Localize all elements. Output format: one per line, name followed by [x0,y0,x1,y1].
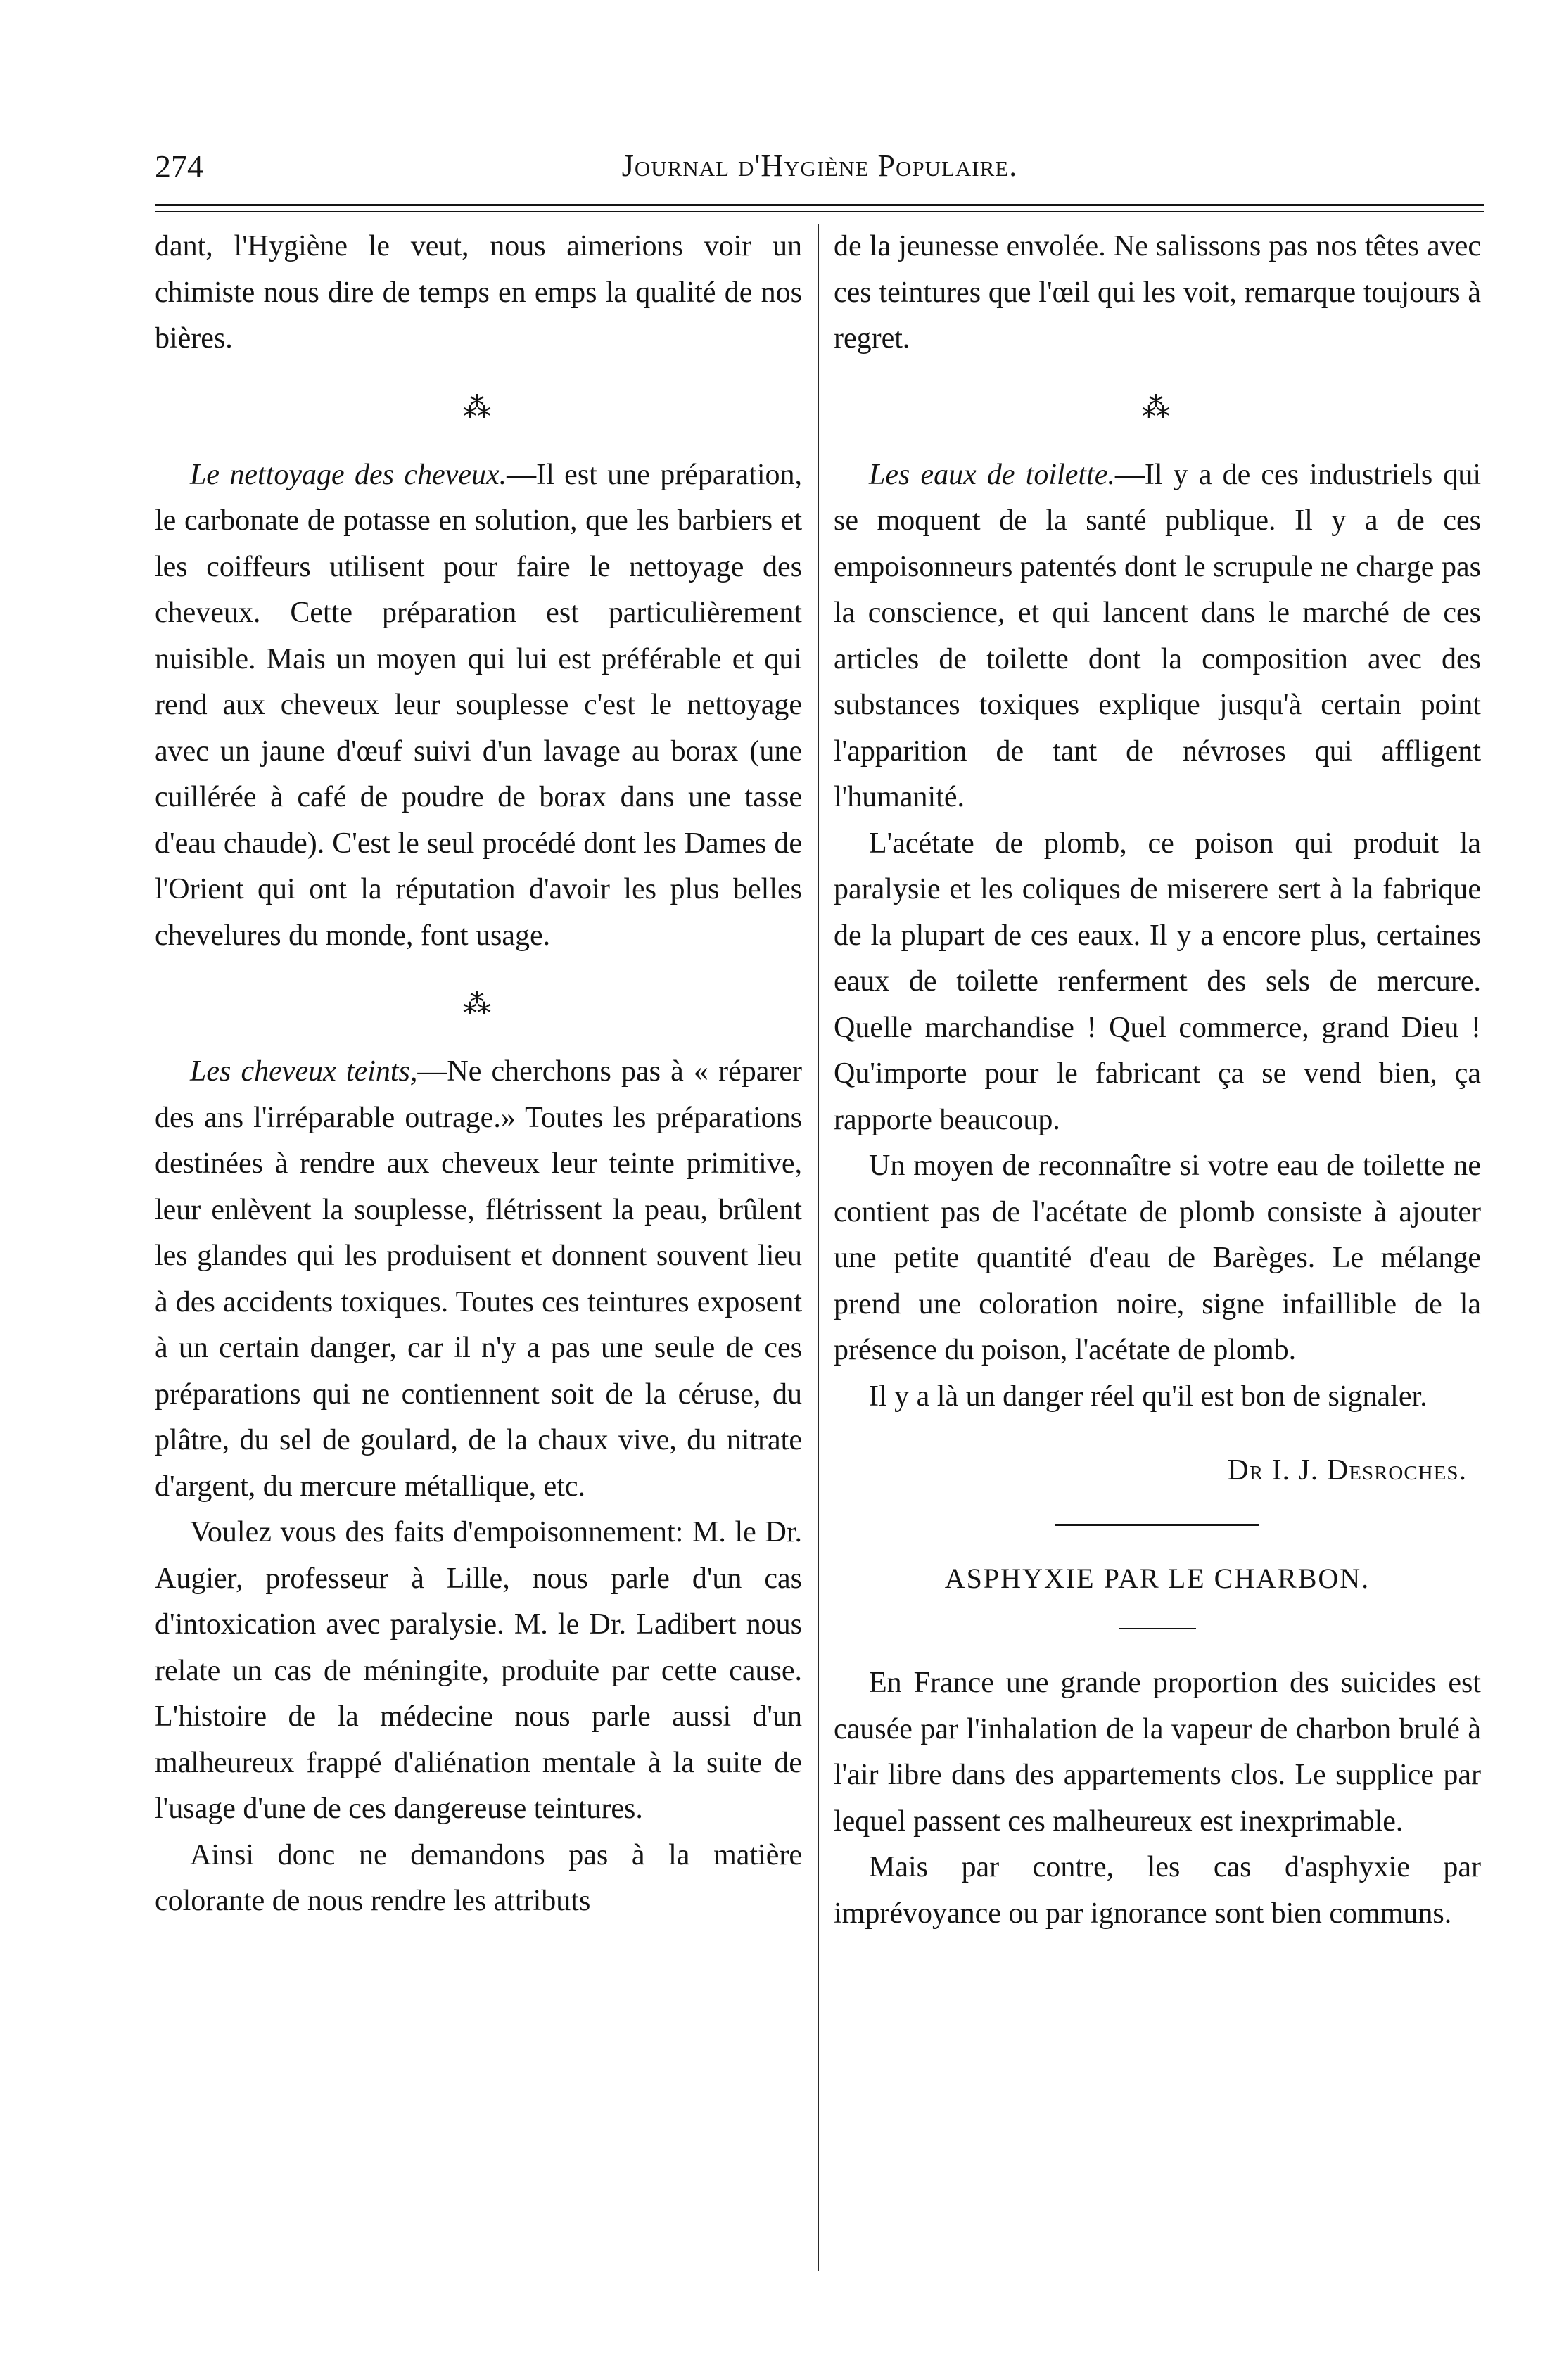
page-number: 274 [155,148,203,184]
left-paragraph-5: Ainsi donc ne demandons pas à la matière colorante de nous rendre les attributs [155,1838,802,1917]
left-paragraph-1: dant, l'Hygiène le veut, nous aimerions voir un chimiste nous dire de temps en emps la qualité de nos bières. [155,230,802,355]
asterism-divider: ⁂ [463,391,494,424]
section-rule-short [1119,1628,1196,1629]
left-column [155,224,802,1925]
right-paragraph-4: Un moyen de reconnaître si votre eau de toilette ne contient pas de l'acétate de plomb consiste à ajouter une petite quantité d'eau de Barèges. Le mélange prend une coloration noire, signe infaillible de la présence du poison, l'acétate de plomb. [834,1150,1481,1366]
header-rule-thin [155,211,1484,212]
right-paragraph-7: Mais par contre, les cas d'asphyxie par imprévoyance ou par ignorance sont bien communs. [834,1851,1481,1930]
right-paragraph-3: L'acétate de plomb, ce poison qui produit la paralysie et les coliques de miserere sert à la fabrique de la plupart de ces eaux. Il y a encore plus, certaines eaux de toilette renferment des sels de mercure. Quelle marchandise ! Quel commerce, grand Dieu ! Qu'importe pour le fabricant ça se vend bien, ça rapporte beaucoup. [834,827,1481,1136]
running-title: Journal d'Hygiène Populaire. [621,148,1018,183]
left-paragraph-3 [155,1049,802,1510]
section-title: ASPHYXIE PAR LE CHARBON. [944,1562,1371,1594]
header-rule [155,204,1484,206]
asterism-divider: ⁂ [1142,391,1173,424]
asterism-divider: ⁂ [463,988,494,1020]
author-signature: Dr I. J. Desroches. [1227,1454,1467,1487]
section-lead-eaux-toilette: Les eaux de toilette. [869,458,1115,491]
left-paragraph-2-text: —Il est une préparation, le carbonate de potasse en solution, que les barbiers et les coiffeurs utilisent pour faire le nettoyage des cheveux. Cette préparation est particulièrement nuisible. Mais un moyen qui lui est préférable et qui rend aux cheveux leur souplesse c'est le nettoyage avec un jaune d'œuf suivi d'un lavage au borax (une cuillérée à café de poudre de borax dans une tasse d'eau chaude). C'est le seul procédé dont les Dames de l'Orient qui ont la réputation d'avoir les plus belles chevelures du monde, font usage. [155,458,802,952]
right-column [834,224,1481,1937]
section-lead-nettoyage: Le nettoyage des cheveux. [190,458,507,491]
left-paragraph-4: Voulez vous des faits d'empoisonnement: M. le Dr. Augier, professeur à Lille, nous parle d'un cas d'intoxication avec paralysie. M. le Dr. Ladibert nous relate un cas de méningite, produite par cette cause. L'histoire de la médecine nous parle aussi d'un malheureux frappé d'aliénation mentale à la suite de l'usage d'une de ces dangereuse teintures. [155,1516,802,1825]
right-paragraph-2 [834,452,1481,821]
section-lead-cheveux-teints: Les cheveux teints, [190,1055,418,1088]
left-paragraph-2 [155,452,802,960]
column-divider [818,224,819,2271]
right-paragraph-1: de la jeunesse envolée. Ne salissons pas nos têtes avec ces teintures que l'œil qui les voit, remarque toujours à regret. [834,230,1481,355]
right-paragraph-6: En France une grande proportion des suicides est causée par l'inhalation de la vapeur de charbon brulé à l'air libre dans des appartements clos. Le supplice par lequel passent ces malheureux est inexprimable. [834,1667,1481,1838]
right-paragraph-5: Il y a là un danger réel qu'il est bon de signaler. [869,1380,1428,1413]
page-header [155,148,1484,197]
section-rule [1055,1524,1259,1526]
right-paragraph-2-text: —Il y a de ces industriels qui se moquent de la santé publique. Il y a de ces empoisonneurs patentés dont le scrupule ne charge pas la conscience, et qui lancent dans le marché de ces articles de toilette dont la composition avec des substances toxiques explique jusqu'à certain point l'apparition de tant de névroses qui affligent l'humanité. [834,458,1481,813]
left-paragraph-3-text: —Ne cherchons pas à « réparer des ans l'irréparable outrage.» Toutes les préparations destinées à rendre aux cheveux leur teinte primitive, leur enlèvent la souplesse, flétrissent la peau, brûlent les glandes qui les produisent et donnent souvent lieu à des accidents toxiques. Toutes ces teintures exposent à un certain danger, car il n'y a pas une seule de ces préparations qui ne contiennent soit de la céruse, du plâtre, du sel de goulard, de la chaux vive, du nitrate d'argent, du mercure métallique, etc. [155,1055,802,1503]
